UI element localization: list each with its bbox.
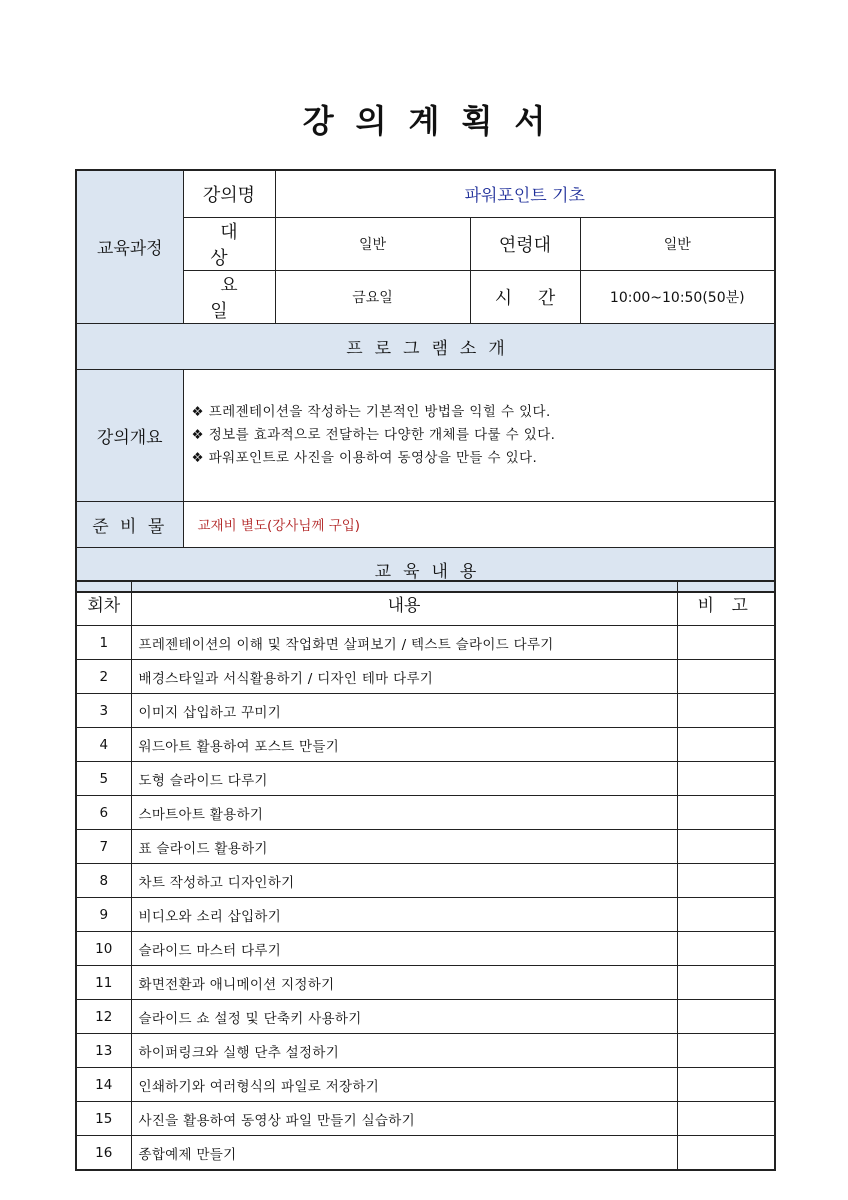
- table-row: [76, 1000, 775, 1034]
- session-number: 11: [76, 966, 131, 1000]
- session-note: [677, 796, 775, 830]
- day-label: 요 일: [183, 270, 275, 323]
- session-content: 화면전환과 애니메이션 지정하기: [131, 966, 677, 1000]
- program-intro-header: 프로그램소개: [76, 323, 775, 369]
- session-content: 스마트아트 활용하기: [131, 796, 677, 830]
- header-session: 회차: [76, 581, 131, 626]
- session-note: [677, 626, 775, 660]
- course-name-label: 강의명: [183, 170, 275, 217]
- header-note: 비 고: [677, 581, 775, 626]
- session-content: 비디오와 소리 삽입하기: [131, 898, 677, 932]
- session-note: [677, 1136, 775, 1171]
- session-number: 16: [76, 1136, 131, 1171]
- session-note: [677, 966, 775, 1000]
- table-row: [76, 660, 775, 694]
- session-content: 종합예제 만들기: [131, 1136, 677, 1171]
- overview-label: 강의개요: [76, 369, 183, 501]
- materials-label: 준 비 물: [76, 501, 183, 547]
- session-content: 이미지 삽입하고 꾸미기: [131, 694, 677, 728]
- session-note: [677, 830, 775, 864]
- table-row: [76, 1068, 775, 1102]
- session-content: 슬라이드 마스터 다루기: [131, 932, 677, 966]
- session-content: 표 슬라이드 활용하기: [131, 830, 677, 864]
- overview-list: [183, 369, 775, 501]
- table-row: [76, 762, 775, 796]
- session-content: 사진을 활용하여 동영상 파일 만들기 실습하기: [131, 1102, 677, 1136]
- session-note: [677, 762, 775, 796]
- session-number: 6: [76, 796, 131, 830]
- session-number: 13: [76, 1034, 131, 1068]
- session-content: 프레젠테이션의 이해 및 작업화면 살펴보기 / 텍스트 슬라이드 다루기: [131, 626, 677, 660]
- session-note: [677, 660, 775, 694]
- session-content: 하이퍼링크와 실행 단추 설정하기: [131, 1034, 677, 1068]
- course-name: 파워포인트 기초: [275, 170, 775, 217]
- overview-item: ❖ 프레젠테이션을 작성하는 기본적인 방법을 익힐 수 있다.: [191, 403, 551, 420]
- session-number: 2: [76, 660, 131, 694]
- session-number: 5: [76, 762, 131, 796]
- document-title: 강의계획서: [302, 102, 568, 140]
- table-row: [76, 796, 775, 830]
- overview-item: ❖ 정보를 효과적으로 전달하는 다양한 개체를 다룰 수 있다.: [191, 426, 556, 443]
- session-number: 7: [76, 830, 131, 864]
- materials-value: 교재비 별도(강사님께 구입): [183, 501, 775, 547]
- session-number: 10: [76, 932, 131, 966]
- table-row: [76, 728, 775, 762]
- table-row: [76, 898, 775, 932]
- session-note: [677, 694, 775, 728]
- overview-item: ❖ 파워포인트로 사진을 이용하여 동영상을 만들 수 있다.: [191, 449, 538, 466]
- session-note: [677, 898, 775, 932]
- session-number: 12: [76, 1000, 131, 1034]
- time-value: 10:00~10:50(50분): [580, 270, 775, 323]
- session-note: [677, 1034, 775, 1068]
- table-row: [76, 626, 775, 660]
- course-info-table: [75, 169, 776, 593]
- header-content: 내용: [131, 581, 677, 626]
- session-note: [677, 1102, 775, 1136]
- content-section-header: 교육내용: [76, 547, 775, 592]
- day-value: 금요일: [275, 270, 470, 323]
- session-content: 배경스타일과 서식활용하기 / 디자인 테마 다루기: [131, 660, 677, 694]
- age-value: 일반: [580, 217, 775, 270]
- session-content: 워드아트 활용하여 포스트 만들기: [131, 728, 677, 762]
- session-content: 도형 슬라이드 다루기: [131, 762, 677, 796]
- table-row: [76, 694, 775, 728]
- table-row: [76, 966, 775, 1000]
- table-row: [76, 1136, 775, 1171]
- content-table: [75, 580, 776, 1171]
- session-note: [677, 864, 775, 898]
- session-number: 8: [76, 864, 131, 898]
- session-number: 9: [76, 898, 131, 932]
- table-row: [76, 932, 775, 966]
- session-note: [677, 1068, 775, 1102]
- table-row: [76, 830, 775, 864]
- target-value: 일반: [275, 217, 470, 270]
- table-row: [76, 1102, 775, 1136]
- table-row: [76, 864, 775, 898]
- target-label: 대 상: [183, 217, 275, 270]
- session-note: [677, 932, 775, 966]
- session-content: 차트 작성하고 디자인하기: [131, 864, 677, 898]
- age-label: 연령대: [470, 217, 580, 270]
- session-number: 1: [76, 626, 131, 660]
- time-label: 시 간: [470, 270, 580, 323]
- session-content: 슬라이드 쇼 설정 및 단축키 사용하기: [131, 1000, 677, 1034]
- session-note: [677, 1000, 775, 1034]
- session-number: 15: [76, 1102, 131, 1136]
- session-number: 14: [76, 1068, 131, 1102]
- session-number: 3: [76, 694, 131, 728]
- session-content: 인쇄하기와 여러형식의 파일로 저장하기: [131, 1068, 677, 1102]
- session-note: [677, 728, 775, 762]
- session-number: 4: [76, 728, 131, 762]
- table-row: [76, 1034, 775, 1068]
- course-section-label: 교육과정: [76, 170, 183, 323]
